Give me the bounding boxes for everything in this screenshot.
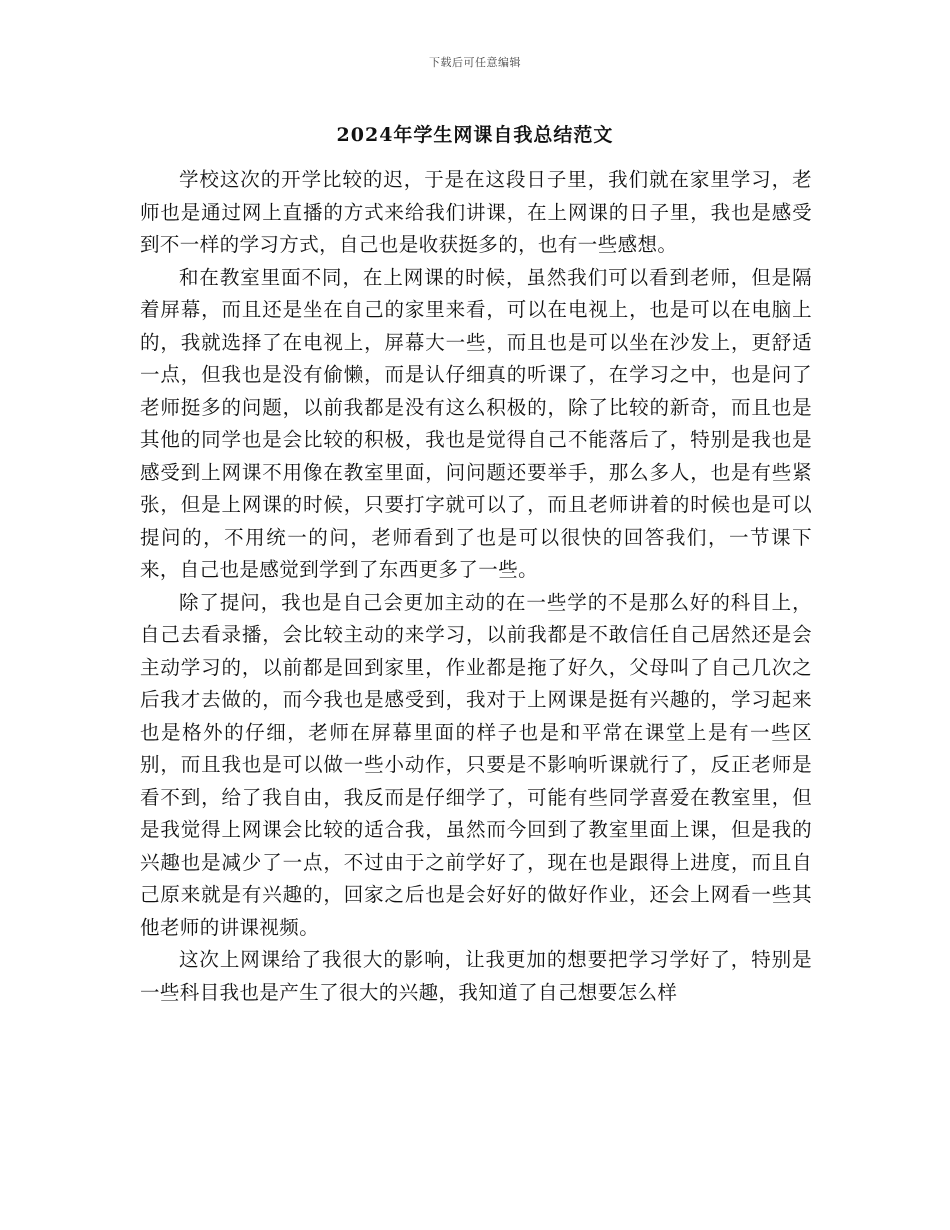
paragraph-4: 这次上网课给了我很大的影响，让我更加的想要把学习学好了，特别是一些科目我也是产生了很大的兴趣，我知道了自己想要怎么样 xyxy=(140,948,812,1004)
paragraph-1: 学校这次的开学比较的迟，于是在这段日子里，我们就在家里学习，老师也是通过网上直播的方式来给我们讲课，在上网课的日子里，我也是感受到不一样的学习方式，自己也是收获挺多的，也有一些感想。 xyxy=(140,168,812,256)
document-title: 2024年学生网课自我总结范文 xyxy=(336,124,614,146)
document-body xyxy=(140,164,812,1009)
paragraph-2: 和在教室里面不同，在上网课的时候，虽然我们可以看到老师，但是隔着屏幕，而且还是坐在自己的家里来看，可以在电视上，也是可以在电脑上的，我就选择了在电视上，屏幕大一些，而且也是可以坐在沙发上，更舒适一点，但我也是没有偷懒，而是认仔细真的听课了，在学习之中，也是问了老师挺多的问题，以前我都是没有这么积极的，除了比较的新奇，而且也是其他的同学也是会比较的积极，我也是觉得自己不能落后了，特别是我也是感受到上网课不用像在教室里面，问问题还要举手，那么多人，也是有些紧张，但是上网课的时候，只要打字就可以了，而且老师讲着的时候也是可以提问的，不用统一的问，老师看到了也是可以很快的回答我们，一节课下来，自己也是感觉到学到了东西更多了一些。 xyxy=(140,265,812,581)
header-note: 下载后可任意编辑 xyxy=(429,56,521,69)
paragraph-3: 除了提问，我也是自己会更加主动的在一些学的不是那么好的科目上，自己去看录播，会比较主动的来学习，以前我都是不敢信任自己居然还是会主动学习的，以前都是回到家里，作业都是拖了好久，父母叫了自己几次之后我才去做的，而今我也是感受到，我对于上网课是挺有兴趣的，学习起来也是格外的仔细，老师在屏幕里面的样子也是和平常在课堂上是有一些区别，而且我也是可以做一些小动作，只要是不影响听课就行了，反正老师是看不到，给了我自由，我反而是仔细学了，可能有些同学喜爱在教室里，但是我觉得上网课会比较的适合我，虽然而今回到了教室里面上课，但是我的兴趣也是减少了一点，不过由于之前学好了，现在也是跟得上进度，而且自己原来就是有兴趣的，回家之后也是会好好的做好作业，还会上网看一些其他老师的讲课视频。 xyxy=(140,590,812,939)
